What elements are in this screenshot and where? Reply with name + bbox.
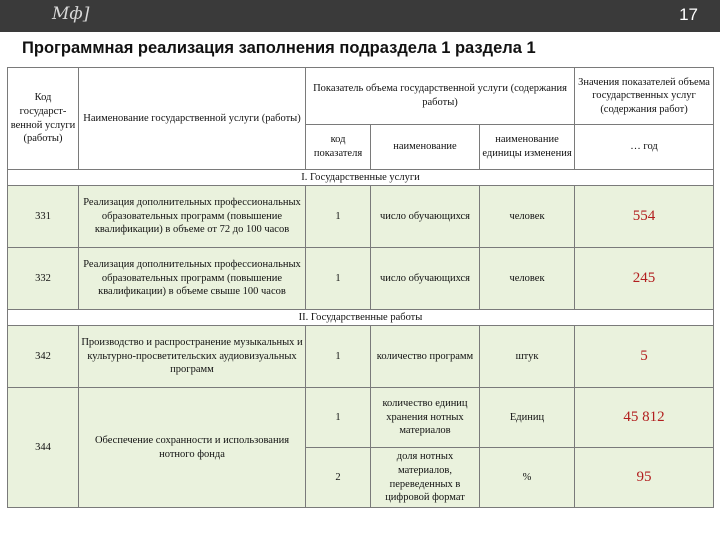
header-name: Наименование государственной услуги (работы) <box>79 68 306 170</box>
indicators-table <box>7 67 714 508</box>
indicator-code: 1 <box>306 388 371 448</box>
service-name: Реализация дополнительных профессиональных образовательных программ (повышение квалификации) в объеме свыше 100 часов <box>79 248 306 310</box>
unit: штук <box>480 326 575 388</box>
header-values-group: Значения показателей объема государственных услуг (содержания работ) <box>575 68 714 125</box>
indicator-value: 45 812 <box>575 388 714 448</box>
indicator-name: количество единиц хранения нотных материалов <box>371 388 480 448</box>
unit: % <box>480 448 575 508</box>
header-indicator-name: наименование <box>371 125 480 170</box>
header-unit-name: наименование единицы изменения <box>480 125 575 170</box>
logo: Мф] <box>52 4 90 24</box>
indicator-code: 1 <box>306 248 371 310</box>
page-title: Программная реализация заполнения подраздела 1 раздела 1 <box>22 39 536 57</box>
unit: Единиц <box>480 388 575 448</box>
header-indicator-code: код показателя <box>306 125 371 170</box>
indicator-value: 5 <box>575 326 714 388</box>
service-code: 332 <box>8 248 79 310</box>
indicator-name: количество программ <box>371 326 480 388</box>
indicator-code: 1 <box>306 186 371 248</box>
indicator-code: 2 <box>306 448 371 508</box>
indicator-name: число обучающихся <box>371 186 480 248</box>
work-code: 344 <box>8 388 79 508</box>
section-title: I. Государственные услуги <box>8 170 714 186</box>
work-code: 342 <box>8 326 79 388</box>
table-row <box>8 388 714 448</box>
header-indicator-group: Показатель объема государственной услуги (содержания работы) <box>306 68 575 125</box>
unit: человек <box>480 186 575 248</box>
header-code: Код государст-венной услуги (работы) <box>8 68 79 170</box>
table-row <box>8 186 714 248</box>
work-name: Производство и распространение музыкальных и культурно-просветительских аудиовизуальных программ <box>79 326 306 388</box>
work-name: Обеспечение сохранности и использования нотного фонда <box>79 388 306 508</box>
page-number: 17 <box>679 5 698 24</box>
table-row <box>8 326 714 388</box>
service-name: Реализация дополнительных профессиональных образовательных программ (повышение квалификации) в объеме от 72 до 100 часов <box>79 186 306 248</box>
section-title: II. Государственные работы <box>8 310 714 326</box>
indicator-name: доля нотных материалов, переведенных в цифровой формат <box>371 448 480 508</box>
table-row <box>8 248 714 310</box>
indicator-code: 1 <box>306 326 371 388</box>
indicator-name: число обучающихся <box>371 248 480 310</box>
indicator-value: 95 <box>575 448 714 508</box>
slide-header-bar <box>0 0 720 32</box>
indicator-value: 554 <box>575 186 714 248</box>
unit: человек <box>480 248 575 310</box>
header-year: … год <box>575 125 714 170</box>
service-code: 331 <box>8 186 79 248</box>
indicator-value: 245 <box>575 248 714 310</box>
